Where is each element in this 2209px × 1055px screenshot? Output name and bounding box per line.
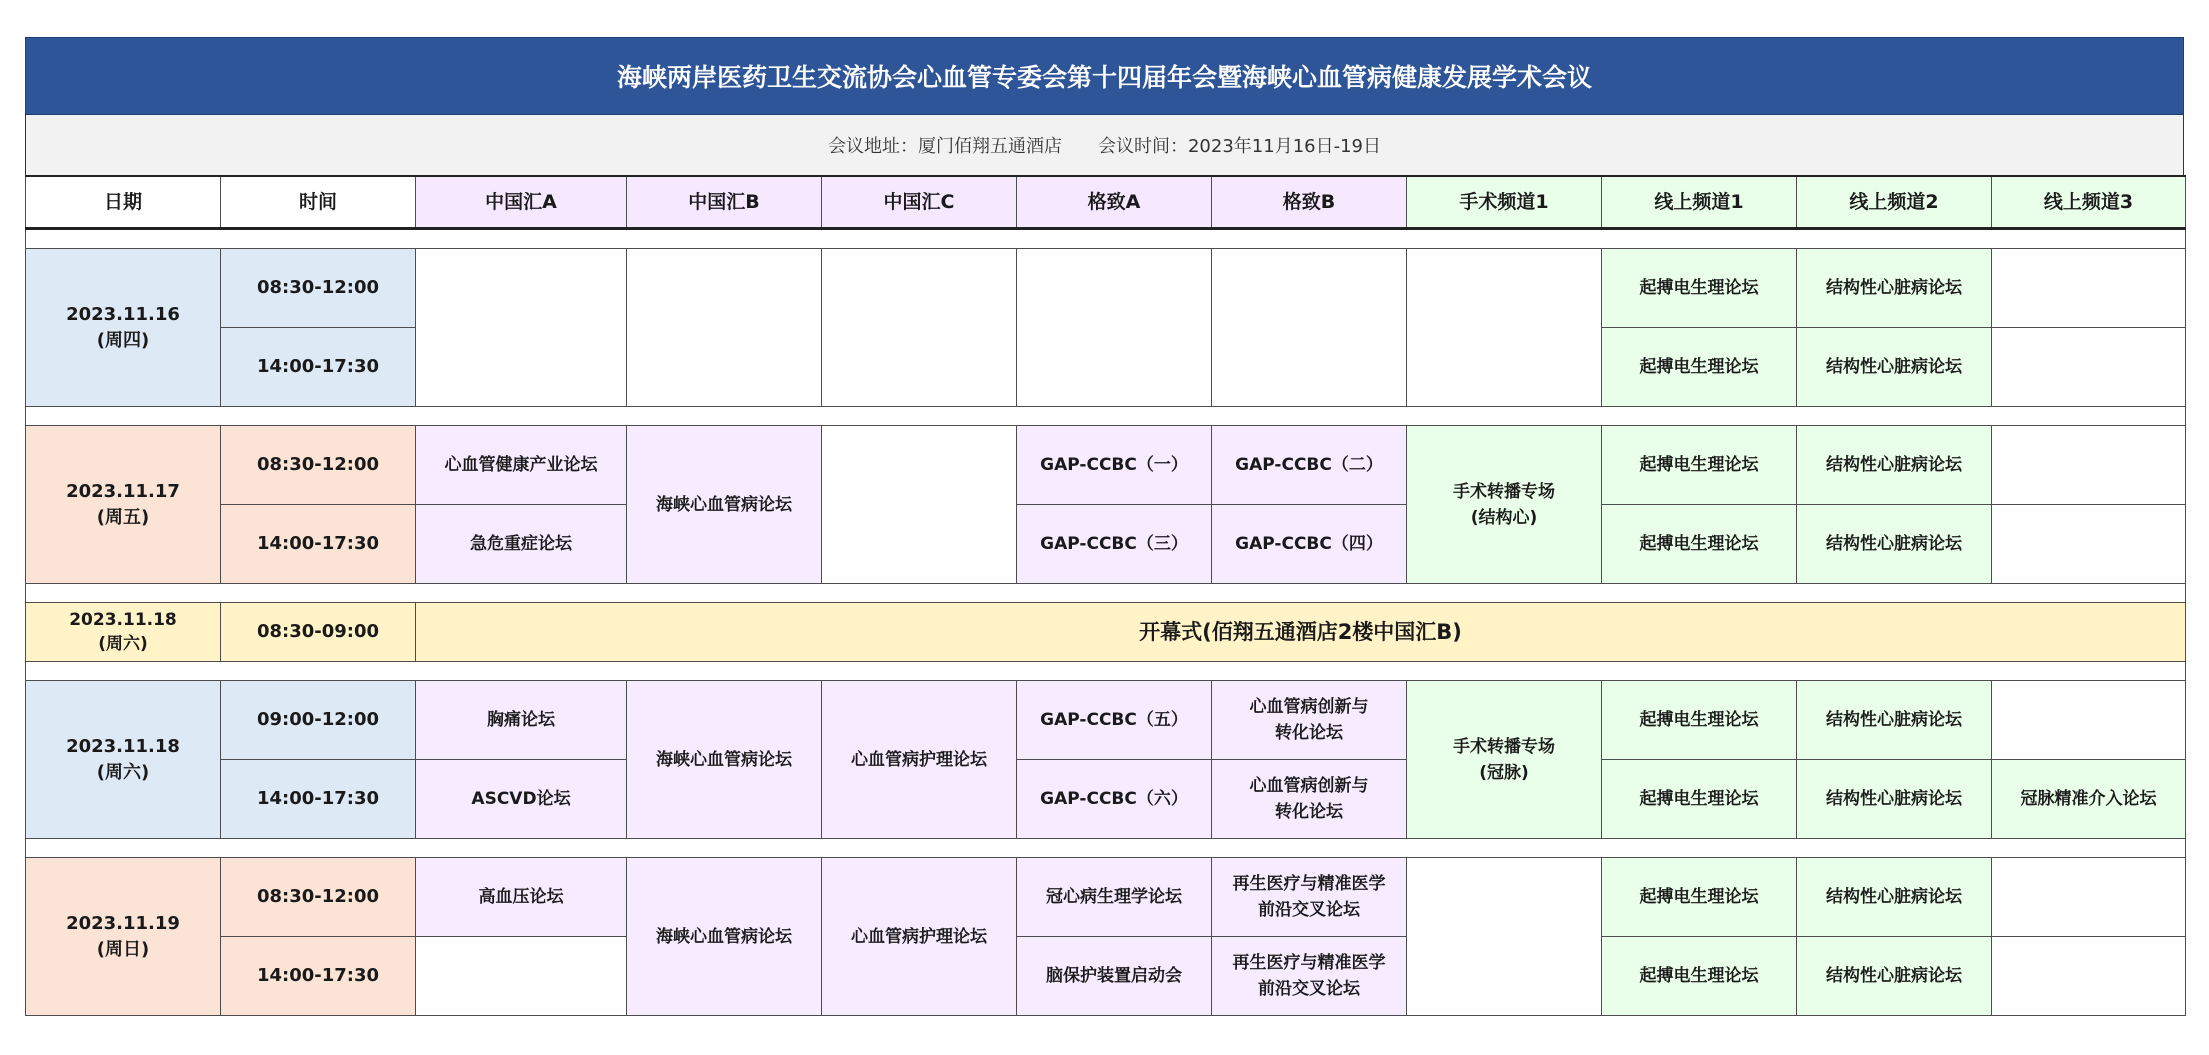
- table-row: [26, 858, 2186, 937]
- session-cell: 冠心病生理学论坛: [1017, 858, 1212, 937]
- session-cell: 结构性心脏病论坛: [1797, 426, 1992, 505]
- time-cell: 08:30-09:00: [221, 603, 416, 662]
- time-cell: 08:30-12:00: [221, 858, 416, 937]
- session-cell: 起搏电生理论坛: [1602, 858, 1797, 937]
- empty-cell: [1992, 858, 2186, 937]
- time-cell: 09:00-12:00: [221, 681, 416, 760]
- session-cell: GAP-CCBC（一）: [1017, 426, 1212, 505]
- session-cell: GAP-CCBC（五）: [1017, 681, 1212, 760]
- table-row: [26, 505, 2186, 584]
- table-row: [26, 426, 2186, 505]
- empty-cell: [1407, 249, 1602, 407]
- session-cell: 起搏电生理论坛: [1602, 328, 1797, 407]
- table-row: [26, 937, 2186, 1016]
- spacer-row: [26, 229, 2186, 249]
- venue-text: 会议地址：厦门佰翔五通酒店: [827, 136, 1062, 157]
- header-gezhi-a: 格致A: [1017, 176, 1212, 229]
- spacer-row: [26, 839, 2186, 858]
- session-cell: 结构性心脏病论坛: [1797, 937, 1992, 1016]
- empty-cell: [1407, 858, 1602, 1016]
- time-cell: 14:00-17:30: [221, 937, 416, 1016]
- time-cell: 08:30-12:00: [221, 426, 416, 505]
- empty-cell: [1212, 249, 1407, 407]
- spacer-row: [26, 662, 2186, 681]
- date-cell: 2023.11.16 (周四): [26, 249, 221, 407]
- session-cell: 再生医疗与精准医学 前沿交叉论坛: [1212, 858, 1407, 937]
- session-cell: 手术转播专场 (冠脉): [1407, 681, 1602, 839]
- session-cell: 起搏电生理论坛: [1602, 760, 1797, 839]
- table-row: [26, 603, 2186, 662]
- header-gezhi-b: 格致B: [1212, 176, 1407, 229]
- header-online-3: 线上频道3: [1992, 176, 2186, 229]
- header-online-2: 线上频道2: [1797, 176, 1992, 229]
- empty-cell: [416, 937, 627, 1016]
- page-title: 海峡两岸医药卫生交流协会心血管专委会第十四届年会暨海峡心血管病健康发展学术会议: [25, 37, 2184, 115]
- schedule-sheet: [25, 37, 2184, 1016]
- time-text: 会议时间：2023年11月16日-19日: [1097, 136, 1381, 157]
- header-date: 日期: [26, 176, 221, 229]
- session-cell: GAP-CCBC（二）: [1212, 426, 1407, 505]
- session-cell: 心血管病创新与 转化论坛: [1212, 681, 1407, 760]
- session-cell: 胸痛论坛: [416, 681, 627, 760]
- session-cell: 高血压论坛: [416, 858, 627, 937]
- empty-cell: [822, 426, 1017, 584]
- session-cell: GAP-CCBC（三）: [1017, 505, 1212, 584]
- time-cell: 14:00-17:30: [221, 328, 416, 407]
- session-cell: 心血管病创新与 转化论坛: [1212, 760, 1407, 839]
- session-cell: 急危重症论坛: [416, 505, 627, 584]
- session-cell: 起搏电生理论坛: [1602, 681, 1797, 760]
- session-cell: 起搏电生理论坛: [1602, 426, 1797, 505]
- session-cell: 结构性心脏病论坛: [1797, 760, 1992, 839]
- spacer-row: [26, 584, 2186, 603]
- empty-cell: [627, 249, 822, 407]
- header-row: [26, 176, 2186, 229]
- session-cell: GAP-CCBC（六）: [1017, 760, 1212, 839]
- session-cell: 结构性心脏病论坛: [1797, 328, 1992, 407]
- session-cell: 脑保护装置启动会: [1017, 937, 1212, 1016]
- session-cell: 结构性心脏病论坛: [1797, 858, 1992, 937]
- session-cell: 起搏电生理论坛: [1602, 505, 1797, 584]
- header-online-1: 线上频道1: [1602, 176, 1797, 229]
- schedule-table: [25, 175, 2186, 1016]
- table-row: [26, 681, 2186, 760]
- session-cell: 心血管病护理论坛: [822, 681, 1017, 839]
- empty-cell: [1992, 249, 2186, 328]
- empty-cell: [1017, 249, 1212, 407]
- empty-cell: [1992, 937, 2186, 1016]
- session-cell: 结构性心脏病论坛: [1797, 249, 1992, 328]
- header-time: 时间: [221, 176, 416, 229]
- session-cell: ASCVD论坛: [416, 760, 627, 839]
- header-zhongguohui-b: 中国汇B: [627, 176, 822, 229]
- date-cell: 2023.11.19 (周日): [26, 858, 221, 1016]
- header-surgery-1: 手术频道1: [1407, 176, 1602, 229]
- empty-cell: [1992, 328, 2186, 407]
- time-cell: 14:00-17:30: [221, 760, 416, 839]
- spacer-row: [26, 407, 2186, 426]
- date-cell: 2023.11.18 (周六): [26, 681, 221, 839]
- session-cell: 心血管病护理论坛: [822, 858, 1017, 1016]
- date-cell: 2023.11.18 (周六): [26, 603, 221, 662]
- session-cell: 结构性心脏病论坛: [1797, 505, 1992, 584]
- header-zhongguohui-a: 中国汇A: [416, 176, 627, 229]
- session-cell: 海峡心血管病论坛: [627, 858, 822, 1016]
- table-row: [26, 760, 2186, 839]
- empty-cell: [416, 249, 627, 407]
- session-cell: GAP-CCBC（四）: [1212, 505, 1407, 584]
- session-cell: 心血管健康产业论坛: [416, 426, 627, 505]
- empty-cell: [822, 249, 1017, 407]
- time-cell: 08:30-12:00: [221, 249, 416, 328]
- session-cell: 手术转播专场 (结构心): [1407, 426, 1602, 584]
- empty-cell: [1992, 505, 2186, 584]
- empty-cell: [1992, 426, 2186, 505]
- conference-info: [25, 115, 2184, 175]
- table-row: [26, 249, 2186, 328]
- session-cell: 再生医疗与精准医学 前沿交叉论坛: [1212, 937, 1407, 1016]
- session-cell: 冠脉精准介入论坛: [1992, 760, 2186, 839]
- session-cell: 海峡心血管病论坛: [627, 681, 822, 839]
- date-cell: 2023.11.17 (周五): [26, 426, 221, 584]
- session-cell: 海峡心血管病论坛: [627, 426, 822, 584]
- opening-ceremony-cell: 开幕式(佰翔五通酒店2楼中国汇B): [416, 603, 2186, 662]
- time-cell: 14:00-17:30: [221, 505, 416, 584]
- session-cell: 起搏电生理论坛: [1602, 937, 1797, 1016]
- session-cell: 结构性心脏病论坛: [1797, 681, 1992, 760]
- header-zhongguohui-c: 中国汇C: [822, 176, 1017, 229]
- empty-cell: [1992, 681, 2186, 760]
- session-cell: 起搏电生理论坛: [1602, 249, 1797, 328]
